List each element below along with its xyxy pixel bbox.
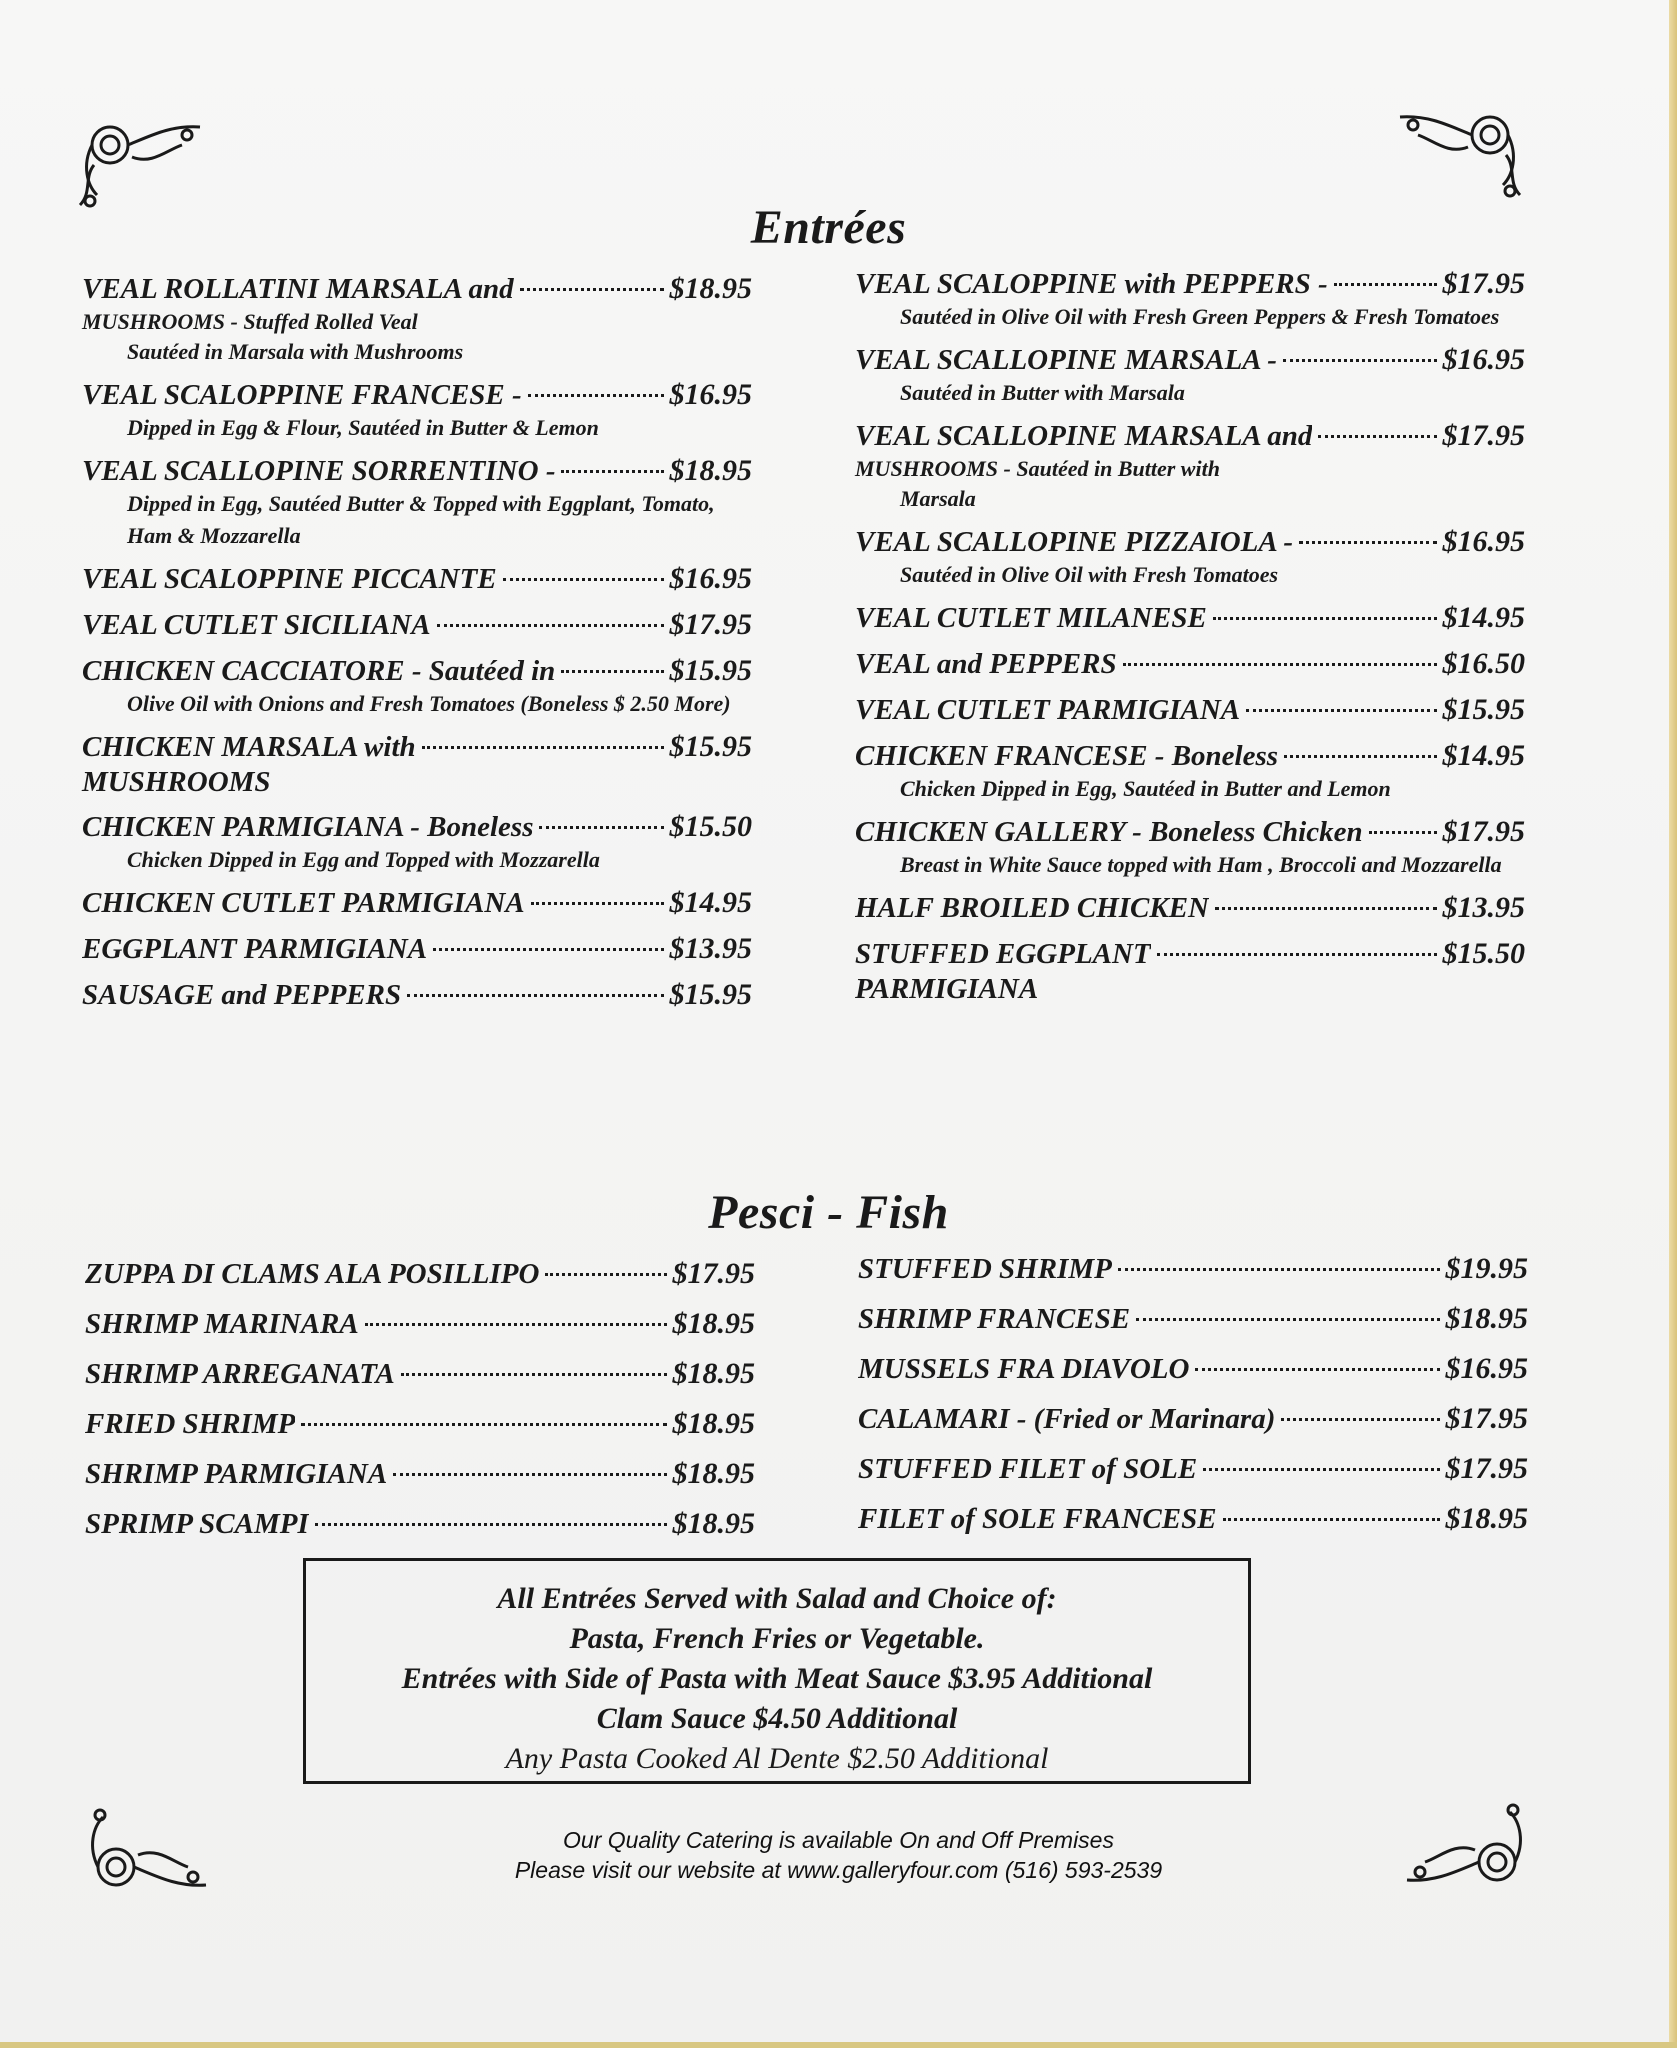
dot-leader bbox=[520, 288, 664, 291]
website-note: Please visit our website at www.galleryfour.com (516) 593-2539 bbox=[514, 1857, 1163, 1883]
menu-item-description: MUSHROOMS - Stuffed Rolled Veal bbox=[82, 309, 418, 334]
menu-item-header bbox=[855, 417, 1525, 455]
menu-item-header bbox=[855, 737, 1525, 775]
menu-item-description: MUSHROOMS - Sautéed in Butter with bbox=[855, 456, 1220, 481]
menu-item bbox=[855, 341, 1525, 409]
menu-item-name: CHICKEN CUTLET PARMIGIANA bbox=[82, 887, 525, 919]
menu-item-header bbox=[855, 813, 1525, 851]
menu-item-price: $13.95 bbox=[669, 932, 752, 965]
menu-item bbox=[858, 1500, 1528, 1538]
menu-item bbox=[85, 1455, 755, 1493]
menu-item-name: VEAL SCALOPPINE with PEPPERS - bbox=[855, 268, 1328, 300]
entrees-heading: Entrées bbox=[750, 201, 907, 254]
dot-leader bbox=[561, 470, 663, 473]
menu-item-header bbox=[85, 1355, 755, 1393]
menu-item bbox=[855, 417, 1525, 515]
menu-item-price: $15.95 bbox=[1442, 693, 1525, 726]
menu-item-price: $17.95 bbox=[1445, 1452, 1528, 1485]
menu-item-description: Marsala bbox=[900, 486, 976, 511]
dot-leader bbox=[1118, 1268, 1440, 1271]
menu-item-price: $18.95 bbox=[1445, 1502, 1528, 1535]
menu-item-price: $18.95 bbox=[672, 1357, 755, 1390]
dot-leader bbox=[531, 902, 664, 905]
menu-item-price: $15.50 bbox=[1442, 937, 1525, 970]
dot-leader bbox=[1136, 1318, 1439, 1321]
dot-leader bbox=[1284, 755, 1436, 758]
menu-item-name: STUFFED FILET of SOLE bbox=[858, 1453, 1198, 1485]
dot-leader bbox=[1281, 1418, 1439, 1421]
menu-item bbox=[855, 935, 1525, 1007]
dot-leader bbox=[561, 670, 663, 673]
menu-item-price: $18.95 bbox=[669, 272, 752, 305]
menu-item-header bbox=[82, 606, 752, 644]
menu-item-description: Chicken Dipped in Egg and Topped with Mozzarella bbox=[127, 847, 600, 872]
menu-item-header bbox=[858, 1250, 1528, 1288]
menu-item-name: CHICKEN MARSALA with bbox=[82, 731, 416, 763]
note-line: Any Pasta Cooked Al Dente $2.50 Additional bbox=[505, 1742, 1049, 1775]
catering-note: Our Quality Catering is available On and Off Premises bbox=[563, 1827, 1114, 1853]
menu-item-price: $16.95 bbox=[1442, 343, 1525, 376]
menu-item bbox=[858, 1450, 1528, 1488]
dot-leader bbox=[1299, 541, 1436, 544]
dot-leader bbox=[401, 1373, 667, 1376]
entrees-right-column bbox=[855, 265, 1525, 1015]
note-line: Pasta, French Fries or Vegetable. bbox=[569, 1622, 985, 1655]
menu-item-description: Sautéed in Marsala with Mushrooms bbox=[127, 339, 464, 364]
menu-item-price: $16.95 bbox=[669, 378, 752, 411]
menu-item-name: VEAL CUTLET SICILIANA bbox=[82, 609, 431, 641]
menu-item-price: $18.95 bbox=[672, 1507, 755, 1540]
menu-item bbox=[855, 265, 1525, 333]
dot-leader bbox=[1223, 1518, 1440, 1521]
menu-item-header bbox=[82, 808, 752, 846]
menu-item bbox=[855, 645, 1525, 683]
menu-item-price: $15.95 bbox=[669, 978, 752, 1011]
menu-item-header bbox=[855, 523, 1525, 561]
menu-item-header bbox=[82, 930, 752, 968]
menu-item-name: STUFFED EGGPLANT bbox=[855, 938, 1151, 970]
paper-edge-right bbox=[1669, 0, 1677, 2048]
menu-item bbox=[82, 606, 752, 644]
menu-item bbox=[855, 813, 1525, 881]
menu-item-description: Breast in White Sauce topped with Ham , Broccoli and Mozzarella bbox=[900, 852, 1502, 877]
menu-item bbox=[82, 270, 752, 368]
menu-item-header bbox=[858, 1500, 1528, 1538]
dot-leader bbox=[1213, 617, 1437, 620]
menu-item-name: MUSSELS FRA DIAVOLO bbox=[858, 1353, 1190, 1385]
menu-item-header bbox=[85, 1255, 755, 1293]
menu-item-price: $18.95 bbox=[1445, 1302, 1528, 1335]
menu-item-price: $15.95 bbox=[669, 730, 752, 763]
menu-item-name: VEAL SCALOPPINE PICCANTE bbox=[82, 563, 497, 595]
menu-item-name: CALAMARI - (Fried or Marinara) bbox=[858, 1403, 1276, 1435]
menu-item-header bbox=[858, 1300, 1528, 1338]
menu-item-description: Sautéed in Butter with Marsala bbox=[900, 380, 1185, 405]
menu-item-price: $17.95 bbox=[1445, 1402, 1528, 1435]
menu-item-price: $17.95 bbox=[1442, 419, 1525, 452]
corner-ornament-icon bbox=[1378, 95, 1528, 205]
dot-leader bbox=[539, 826, 663, 829]
menu-item-header bbox=[855, 265, 1525, 303]
dot-leader bbox=[407, 994, 663, 997]
menu-item-price: $18.95 bbox=[672, 1457, 755, 1490]
menu-item bbox=[858, 1300, 1528, 1338]
dot-leader bbox=[433, 948, 663, 951]
menu-item bbox=[855, 737, 1525, 805]
menu-item-name: CHICKEN GALLERY - Boneless Chicken bbox=[855, 816, 1363, 848]
menu-item-price: $19.95 bbox=[1445, 1252, 1528, 1285]
menu-item-name: VEAL and PEPPERS bbox=[855, 648, 1117, 680]
fish-right-column bbox=[858, 1250, 1528, 1550]
menu-item bbox=[85, 1505, 755, 1543]
menu-item-name: SHRIMP PARMIGIANA bbox=[85, 1458, 388, 1490]
menu-item-price: $17.95 bbox=[672, 1257, 755, 1290]
menu-item-header bbox=[82, 884, 752, 922]
menu-item-name: VEAL SCALLOPINE MARSALA and bbox=[855, 420, 1313, 452]
menu-item-name: EGGPLANT PARMIGIANA bbox=[82, 933, 428, 965]
dot-leader bbox=[1246, 709, 1436, 712]
menu-item-header bbox=[82, 728, 752, 766]
menu-item bbox=[82, 808, 752, 876]
menu-item bbox=[82, 376, 752, 444]
dot-leader bbox=[545, 1273, 666, 1276]
fish-left-column bbox=[85, 1255, 755, 1555]
menu-item-name: SHRIMP MARINARA bbox=[85, 1308, 359, 1340]
menu-item-description: Olive Oil with Onions and Fresh Tomatoes (Boneless $ 2.50 More) bbox=[127, 691, 731, 716]
menu-item-header bbox=[855, 341, 1525, 379]
menu-item-name: VEAL SCALOPPINE FRANCESE - bbox=[82, 379, 522, 411]
dot-leader bbox=[1157, 953, 1437, 956]
menu-item-name: VEAL ROLLATINI MARSALA and bbox=[82, 273, 514, 305]
dot-leader bbox=[301, 1423, 666, 1426]
note-line: Entrées with Side of Pasta with Meat Sauce $3.95 Additional bbox=[401, 1662, 1153, 1695]
menu-item-price: $13.95 bbox=[1442, 891, 1525, 924]
menu-item-price: $16.95 bbox=[1445, 1352, 1528, 1385]
note-line: Clam Sauce $4.50 Additional bbox=[596, 1702, 958, 1735]
menu-item-name: FILET of SOLE FRANCESE bbox=[858, 1503, 1217, 1535]
menu-item-name: SHRIMP FRANCESE bbox=[858, 1303, 1131, 1335]
menu-item bbox=[858, 1350, 1528, 1388]
sides-note-box bbox=[303, 1558, 1251, 1784]
menu-item-header bbox=[858, 1350, 1528, 1388]
paper-edge-bottom bbox=[0, 2042, 1677, 2048]
menu-item-header bbox=[855, 645, 1525, 683]
menu-item-header bbox=[85, 1505, 755, 1543]
menu-item-price: $14.95 bbox=[1442, 739, 1525, 772]
menu-item bbox=[855, 523, 1525, 591]
menu-item-header bbox=[858, 1400, 1528, 1438]
menu-item-name: CHICKEN FRANCESE - Boneless bbox=[855, 740, 1279, 772]
menu-item-header bbox=[855, 889, 1525, 927]
menu-item bbox=[82, 452, 752, 552]
menu-item-header bbox=[85, 1305, 755, 1343]
menu-item-price: $16.95 bbox=[1442, 525, 1525, 558]
menu-item bbox=[85, 1355, 755, 1393]
menu-item-description: Dipped in Egg & Flour, Sautéed in Butter & Lemon bbox=[127, 415, 599, 440]
dot-leader bbox=[1203, 1468, 1439, 1471]
menu-item-header bbox=[82, 652, 752, 690]
menu-item bbox=[82, 976, 752, 1014]
dot-leader bbox=[1195, 1368, 1439, 1371]
menu-item-description: Chicken Dipped in Egg, Sautéed in Butter and Lemon bbox=[900, 776, 1391, 801]
dot-leader bbox=[1215, 907, 1436, 910]
menu-item-name: VEAL CUTLET PARMIGIANA bbox=[855, 694, 1241, 726]
menu-item-header bbox=[858, 1450, 1528, 1488]
menu-item-price: $17.95 bbox=[1442, 815, 1525, 848]
menu-item-header bbox=[855, 935, 1525, 973]
menu-item-header bbox=[855, 599, 1525, 637]
menu-item bbox=[82, 728, 752, 800]
menu-item-name: VEAL SCALLOPINE MARSALA - bbox=[855, 344, 1277, 376]
footer bbox=[0, 1825, 1677, 1885]
menu-item-description: MUSHROOMS bbox=[82, 766, 271, 798]
dot-leader bbox=[1283, 359, 1437, 362]
menu-item bbox=[82, 884, 752, 922]
menu-item bbox=[855, 691, 1525, 729]
menu-item-name: ZUPPA DI CLAMS ALA POSILLIPO bbox=[85, 1258, 540, 1290]
menu-item-price: $15.50 bbox=[669, 810, 752, 843]
note-line: All Entrées Served with Salad and Choice of: bbox=[497, 1582, 1057, 1615]
dot-leader bbox=[365, 1323, 667, 1326]
dot-leader bbox=[1318, 435, 1436, 438]
menu-item bbox=[85, 1255, 755, 1293]
menu-item-name: SAUSAGE and PEPPERS bbox=[82, 979, 402, 1011]
menu-item-header bbox=[85, 1405, 755, 1443]
menu-item bbox=[82, 652, 752, 720]
menu-item bbox=[858, 1400, 1528, 1438]
menu-item-price: $16.95 bbox=[669, 562, 752, 595]
dot-leader bbox=[437, 624, 664, 627]
menu-item-header bbox=[82, 270, 752, 308]
menu-item-name: VEAL CUTLET MILANESE bbox=[855, 602, 1207, 634]
menu-item-header bbox=[85, 1455, 755, 1493]
menu-item-price: $16.50 bbox=[1442, 647, 1525, 680]
entrees-left-column bbox=[82, 270, 752, 1022]
menu-item-price: $14.95 bbox=[669, 886, 752, 919]
menu-item-header bbox=[855, 691, 1525, 729]
dot-leader bbox=[422, 746, 664, 749]
menu-item-description: Sautéed in Olive Oil with Fresh Tomatoes bbox=[900, 562, 1279, 587]
menu-item-name: HALF BROILED CHICKEN bbox=[855, 892, 1210, 924]
dot-leader bbox=[528, 394, 664, 397]
menu-item bbox=[85, 1305, 755, 1343]
menu-item-description: Dipped in Egg, Sautéed Butter & Topped with Eggplant, Tomato, Ham & Mozzarella bbox=[127, 491, 715, 548]
dot-leader bbox=[1334, 283, 1437, 286]
dot-leader bbox=[315, 1523, 667, 1526]
menu-item-price: $17.95 bbox=[1442, 267, 1525, 300]
menu-item bbox=[855, 599, 1525, 637]
menu-item bbox=[85, 1405, 755, 1443]
menu-item-header bbox=[82, 452, 752, 490]
menu-item-name: CHICKEN CACCIATORE - Sautéed in bbox=[82, 655, 556, 687]
menu-item-price: $18.95 bbox=[669, 454, 752, 487]
menu-item-name: FRIED SHRIMP bbox=[85, 1408, 296, 1440]
menu-item-header bbox=[82, 976, 752, 1014]
menu-item-header bbox=[82, 376, 752, 414]
menu-item-price: $18.95 bbox=[672, 1307, 755, 1340]
menu-item-name: SHRIMP ARREGANATA bbox=[85, 1358, 395, 1390]
menu-item-price: $18.95 bbox=[672, 1407, 755, 1440]
menu-item-name: VEAL SCALLOPINE SORRENTINO - bbox=[82, 455, 556, 487]
menu-item bbox=[858, 1250, 1528, 1288]
dot-leader bbox=[393, 1473, 666, 1476]
menu-item bbox=[855, 889, 1525, 927]
fish-heading: Pesci - Fish bbox=[708, 1186, 949, 1239]
menu-item-name: VEAL SCALLOPINE PIZZAIOLA - bbox=[855, 526, 1294, 558]
menu-item-name: SPRIMP SCAMPI bbox=[85, 1508, 309, 1540]
dot-leader bbox=[1369, 831, 1437, 834]
menu-item-name: CHICKEN PARMIGIANA - Boneless bbox=[82, 811, 534, 843]
menu-item-price: $15.95 bbox=[669, 654, 752, 687]
corner-ornament-icon bbox=[72, 105, 222, 215]
menu-item-header bbox=[82, 560, 752, 598]
menu-item bbox=[82, 560, 752, 598]
dot-leader bbox=[503, 578, 664, 581]
menu-item-description: Sautéed in Olive Oil with Fresh Green Peppers & Fresh Tomatoes bbox=[900, 304, 1500, 329]
menu-item bbox=[82, 930, 752, 968]
menu-item-price: $17.95 bbox=[669, 608, 752, 641]
menu-item-name: STUFFED SHRIMP bbox=[858, 1253, 1112, 1285]
dot-leader bbox=[1123, 663, 1437, 666]
menu-item-price: $14.95 bbox=[1442, 601, 1525, 634]
menu-item-description: PARMIGIANA bbox=[855, 973, 1039, 1005]
